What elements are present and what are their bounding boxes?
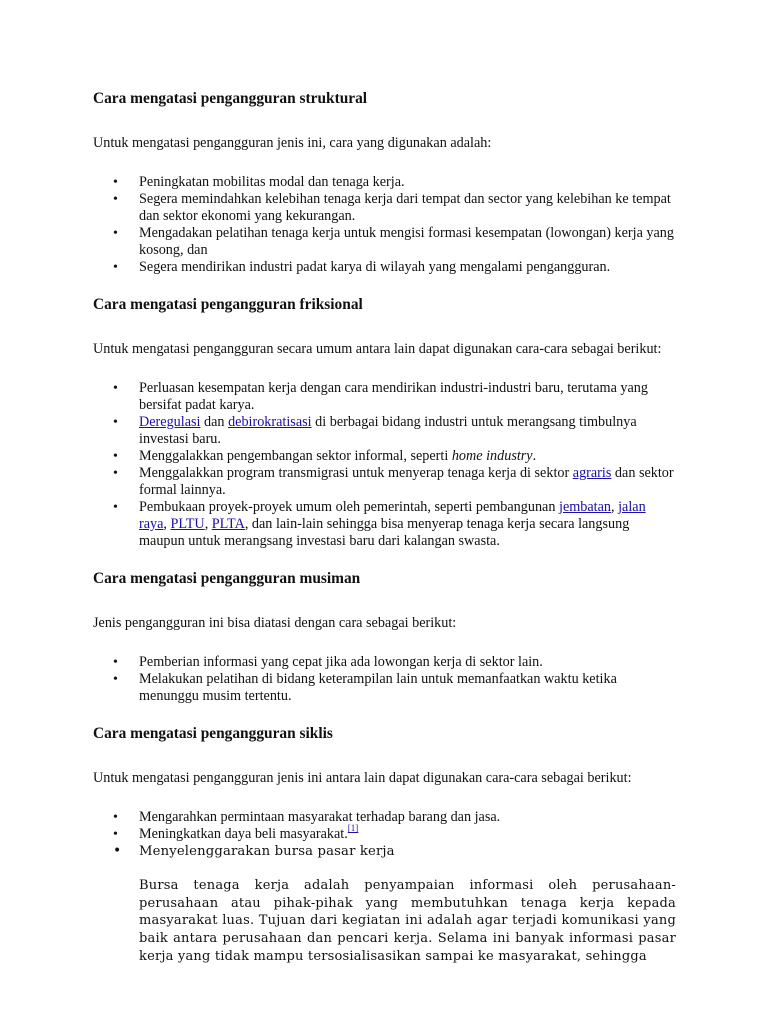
intro-struktural: Untuk mengatasi pengangguran jenis ini, cara yang digunakan adalah: [93,135,492,151]
list-item-text: , [204,516,212,532]
list-item: • Pemberian informasi yang cepat jika ada lowongan kerja di sektor lain. [93,654,676,671]
list-friksional [93,380,676,550]
list-item [93,448,676,465]
list-item: • Menyelenggarakan bursa pasar kerja [93,843,676,860]
heading-struktural: Cara mengatasi pengangguran struktural [93,90,368,107]
list-item [93,465,676,499]
footnote-ref-1[interactable]: [1] [347,823,359,833]
list-item-text: . [532,448,537,464]
list-item-text: dan [200,414,229,430]
list-item [93,414,676,448]
intro-siklis: Untuk mengatasi pengangguran jenis ini antara lain dapat digunakan cara-cara sebagai berikut: [93,770,632,786]
list-item: • Melakukan pelatihan di bidang keterampilan lain untuk memanfaatkan waktu ketika menunggu musim tertentu. [93,671,676,705]
article-body [93,89,676,966]
link-debirokratisasi[interactable]: debirokratisasi [228,414,312,430]
list-item-text: dan sektor formal lainnya. [139,465,674,498]
list-item-text: , [611,499,619,515]
heading-friksional: Cara mengatasi pengangguran friksional [93,296,363,313]
heading-siklis: Cara mengatasi pengangguran siklis [93,725,333,742]
paragraph-bursa-kerja: Bursa tenaga kerja adalah penyampaian informasi oleh perusahaan-perusahaan atau pihak-pihak yang membutuhkan tenaga kerja kepada masyarakat luas. Tujuan dari kegiatan ini adalah agar terjadi komunikasi yang baik antara perusahaan dan pencari kerja. Selama ini banyak informasi pasar kerja yang tidak mampu tersosialisasikan sampai ke masyarakat, sehingga [139,878,676,964]
list-struktural [93,174,676,276]
list-item-text: Menggalakkan pengembangan sektor informal, seperti [139,448,452,464]
list-item-text: Menggalakkan program transmigrasi untuk menyerap tenaga kerja di sektor [139,465,573,481]
list-item-text: , dan lain-lain sehingga bisa menyerap tenaga kerja secara langsung maupun untuk merangsang investasi baru dari kalangan swasta. [139,516,630,549]
list-item: • Perluasan kesempatan kerja dengan cara mendirikan industri-industri baru, terutama yang bersifat padat karya. [93,380,676,414]
list-item [93,823,676,843]
link-jalan-raya[interactable]: jalan raya [139,499,646,532]
list-item-text: di berbagai bidang industri untuk merangsang timbulnya investasi baru. [139,414,637,447]
list-item-text: Pembukaan proyek-proyek umum oleh pemerintah, seperti pembangunan [139,499,559,515]
link-plta[interactable]: PLTA [211,516,245,532]
link-agraris[interactable]: agraris [572,465,612,481]
list-item: • Segera memindahkan kelebihan tenaga kerja dari tempat dan sector yang kelebihan ke tempat dan sektor ekonomi yang kekurangan. [93,191,676,225]
list-item: • Peningkatan mobilitas modal dan tenaga kerja. [93,174,676,191]
intro-friksional: Untuk mengatasi pengangguran secara umum antara lain dapat digunakan cara-cara sebagai berikut: [93,341,662,357]
link-pltu[interactable]: PLTU [170,516,205,532]
heading-musiman: Cara mengatasi pengangguran musiman [93,570,361,587]
list-siklis [93,809,676,860]
link-deregulasi[interactable]: Deregulasi [139,414,201,430]
list-item [93,499,676,550]
emphasis-home-industry: home industry [451,448,533,464]
link-jembatan[interactable]: jembatan [559,499,611,515]
list-item: • Mengadakan pelatihan tenaga kerja untuk mengisi formasi kesempatan (lowongan) kerja yang kosong, dan [93,225,676,259]
list-item: • Segera mendirikan industri padat karya di wilayah yang mengalami pengangguran. [93,259,676,276]
list-item: • Mengarahkan permintaan masyarakat terhadap barang dan jasa. [93,809,676,826]
list-item-text: , [163,516,171,532]
list-musiman [93,654,676,705]
list-item-text: Meningkatkan daya beli masyarakat. [139,826,348,842]
intro-musiman: Jenis pengangguran ini bisa diatasi dengan cara sebagai berikut: [93,615,457,631]
